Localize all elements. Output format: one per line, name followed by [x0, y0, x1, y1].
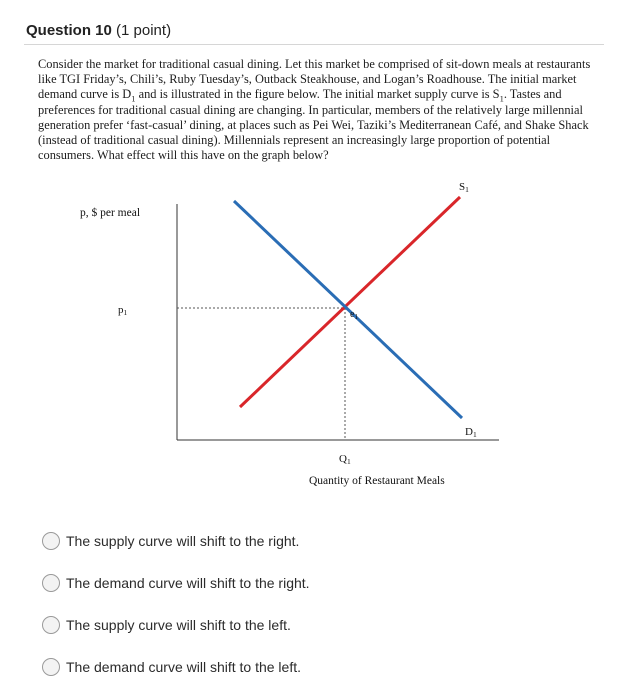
y-axis-label: p, $ per meal [80, 207, 141, 219]
answer-option-3[interactable] [38, 604, 578, 646]
answer-list [38, 520, 578, 688]
question-prompt [38, 57, 604, 163]
prompt-text-2: and is illustrated in the figure below. The initial market supply curve is S [135, 87, 500, 102]
question-header [26, 22, 171, 40]
radio-button-1[interactable] [42, 532, 60, 550]
price-label: p1 [118, 304, 128, 317]
question-title: Question 10 [26, 22, 112, 39]
answer-label-1: The supply curve will shift to the right. [66, 533, 300, 549]
answer-option-2[interactable] [38, 562, 578, 604]
radio-button-3[interactable] [42, 616, 60, 634]
radio-button-4[interactable] [42, 658, 60, 676]
supply-label: S1 [459, 181, 469, 194]
quantity-label: Q1 [339, 453, 351, 466]
equilibrium-label: $e_1$ [350, 309, 358, 321]
answer-label-2: The demand curve will shift to the right. [66, 575, 310, 591]
prompt-text-3: . Tastes and preferences for traditional casual dining are changing. In particular, members of the relatively large millennial generation prefer ‘fast-casual’ dining, at places such as Pei Wei, Taziki’s Mediterranean Café, and Shake Shack (instead of traditional casual dining). Millennials represent an increasingly large proportion of potential consumers. What effect will this have on the graph below? [38, 87, 589, 163]
header-divider [24, 44, 604, 45]
demand-curve [234, 201, 462, 418]
question-points: (1 point) [116, 22, 172, 39]
answer-option-1[interactable] [38, 520, 578, 562]
prompt-text-1: Consider the market for traditional casual dining. Let this market be comprised of sit-down meals at restaurants like TGI Friday’s, Chili’s, Ruby Tuesday’s, Outback Steakhouse, and Logan’s Roadhouse. The initial market demand curve is D [38, 57, 591, 102]
answer-label-3: The supply curve will shift to the left. [66, 617, 291, 633]
demand-label: D1 [465, 426, 477, 439]
prompt-sub-2: 1 [499, 93, 504, 104]
x-axis-label: Quantity of Restaurant Meals [309, 475, 445, 487]
supply-demand-graph [0, 170, 624, 500]
supply-curve [240, 197, 460, 407]
answer-label-4: The demand curve will shift to the left. [66, 659, 301, 675]
prompt-sub-1: 1 [131, 93, 136, 104]
answer-option-4[interactable] [38, 646, 578, 688]
radio-button-2[interactable] [42, 574, 60, 592]
